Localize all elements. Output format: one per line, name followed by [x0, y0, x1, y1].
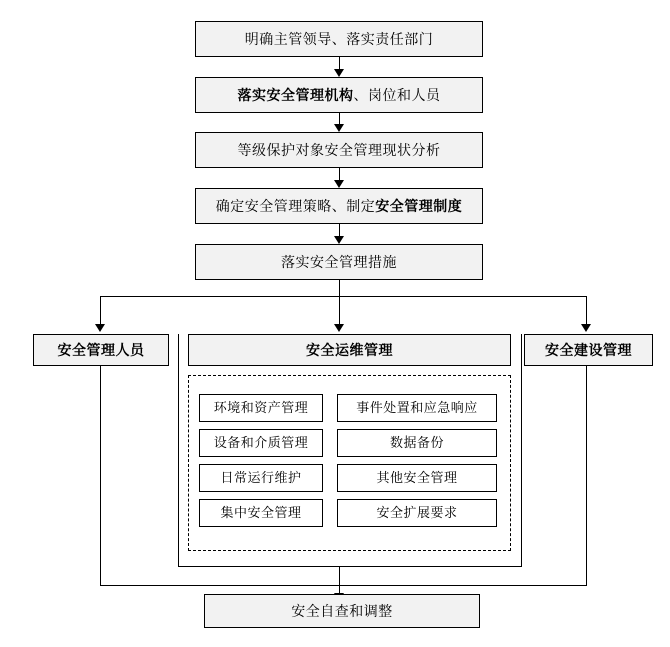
center-frame-left [178, 334, 179, 566]
flow-node-1[interactable]: 明确主管领导、落实责任部门 [195, 21, 483, 57]
arrow-split-right-icon [581, 324, 591, 332]
center-frame-right [521, 334, 522, 566]
arrow-split-left-icon [95, 324, 105, 332]
connector-1-2 [339, 57, 340, 69]
branch-box-left[interactable]: 安全管理人员 [33, 334, 169, 366]
merge-bar [100, 585, 587, 586]
arrow-3-4-icon [334, 180, 344, 188]
connector-split-right [586, 296, 587, 324]
connector-3-4 [339, 168, 340, 180]
center-branch-down [339, 566, 340, 585]
arrow-2-3-icon [334, 124, 344, 132]
flow-node-2[interactable] [195, 77, 483, 113]
sub-item-5[interactable]: 事件处置和应急响应 [337, 394, 497, 422]
flow-node-4-label: 确定安全管理策略、制定安全管理制度 [215, 197, 463, 214]
connector-5-split [339, 280, 340, 296]
sub-item-4[interactable]: 集中安全管理 [199, 499, 323, 527]
sub-item-7[interactable]: 其他安全管理 [337, 464, 497, 492]
sub-item-6[interactable]: 数据备份 [337, 429, 497, 457]
connector-4-5 [339, 224, 340, 236]
flow-node-3[interactable]: 等级保护对象安全管理现状分析 [195, 132, 483, 168]
sub-item-2[interactable]: 设备和介质管理 [199, 429, 323, 457]
connector-2-3 [339, 113, 340, 124]
arrow-1-2-icon [334, 69, 344, 77]
sub-item-1[interactable]: 环境和资产管理 [199, 394, 323, 422]
left-branch-down [100, 366, 101, 585]
right-branch-down [586, 366, 587, 585]
sub-item-8[interactable]: 安全扩展要求 [337, 499, 497, 527]
connector-split-left [100, 296, 101, 324]
arrow-split-center-icon [334, 324, 344, 332]
distribution-bar [100, 296, 586, 297]
flow-node-5[interactable]: 落实安全管理措施 [195, 244, 483, 280]
branch-box-right[interactable]: 安全建设管理 [524, 334, 653, 366]
branch-box-center[interactable]: 安全运维管理 [188, 334, 511, 366]
center-frame-bottom [178, 566, 522, 567]
arrow-4-5-icon [334, 236, 344, 244]
connector-split-center [339, 296, 340, 324]
sub-item-3[interactable]: 日常运行维护 [199, 464, 323, 492]
flow-node-4[interactable] [195, 188, 483, 224]
flow-node-2-label: 落实安全管理机构、岗位和人员 [237, 86, 441, 103]
final-node[interactable]: 安全自查和调整 [204, 594, 480, 628]
